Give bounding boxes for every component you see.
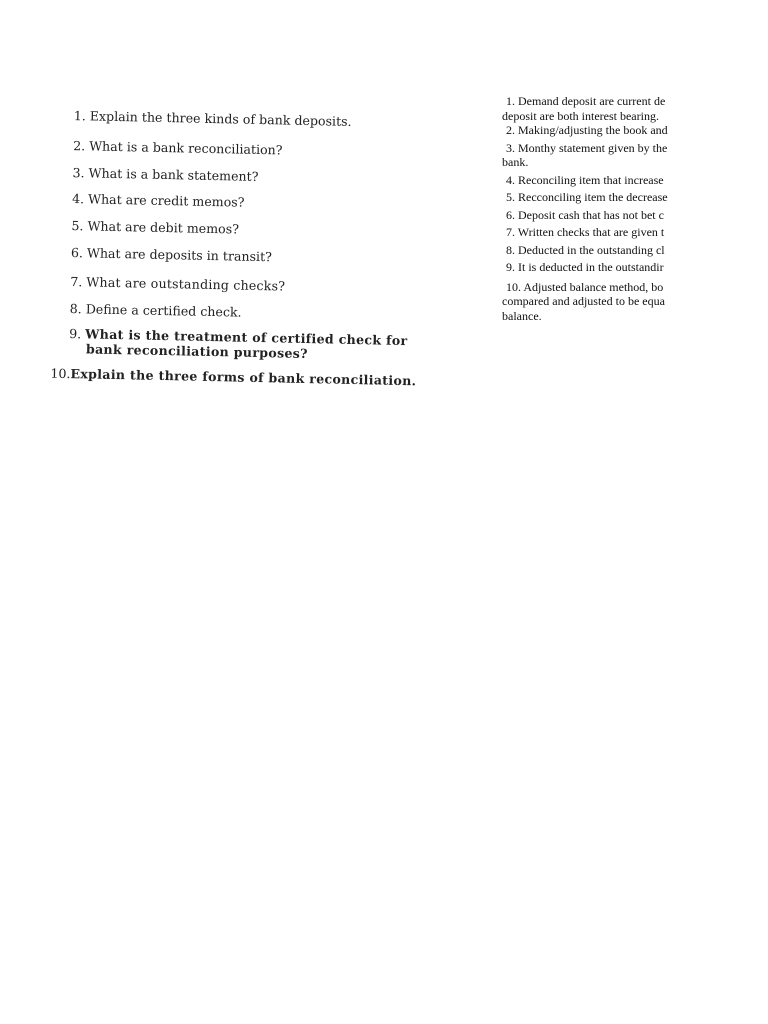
answer-item <box>502 225 688 240</box>
answer-item <box>502 260 688 275</box>
question-number: 1. <box>73 108 86 124</box>
answers-list <box>502 94 688 323</box>
question-number: 3. <box>72 165 85 181</box>
question-number: 8. <box>69 301 82 317</box>
question-text: What are deposits in transit? <box>86 245 273 265</box>
question-item <box>66 274 466 297</box>
answer-item <box>502 208 688 223</box>
answer-line: 8. Deducted in the outstanding cl <box>506 242 665 257</box>
answer-line: 7. Written checks that are given t <box>506 225 665 239</box>
answer-line: 3. Monthy statement given by the <box>506 140 668 155</box>
question-item <box>70 108 470 131</box>
question-text: What are outstanding checks? <box>86 274 286 294</box>
answer-item <box>502 94 688 123</box>
answer-line: 5. Recconciling item the decrease <box>506 190 668 204</box>
answer-item <box>502 123 688 138</box>
question-text: Explain the three forms of bank reconciliation. <box>70 366 417 389</box>
answer-line: compared and adjusted to be equa <box>502 294 665 308</box>
question-number: 10. <box>50 365 71 382</box>
answer-item <box>502 280 688 324</box>
questions-list <box>50 108 470 389</box>
question-item <box>65 326 447 364</box>
answer-item <box>502 141 688 170</box>
answer-item <box>502 190 688 205</box>
question-item <box>67 245 467 268</box>
question-item <box>68 165 468 188</box>
question-item <box>68 191 468 214</box>
answer-line: 10. Adjusted balance method, bo <box>506 279 664 294</box>
question-number: 5. <box>71 218 84 234</box>
answer-line: balance. <box>502 308 542 323</box>
question-number: 4. <box>71 191 85 207</box>
question-text: Explain the three kinds of bank deposits. <box>89 108 352 129</box>
question-text: What is a bank reconciliation? <box>89 138 283 158</box>
answer-line: deposit are both interest bearing. <box>502 108 659 123</box>
question-item <box>67 218 467 241</box>
question-text: What is the treatment of certified check for bank reconciliation purposes? <box>85 326 408 362</box>
answer-line: bank. <box>502 155 529 169</box>
answer-line: 6. Deposit cash that has not bet c <box>506 207 664 222</box>
answer-item <box>502 243 688 258</box>
question-text: Define a certified check. <box>85 301 242 320</box>
answer-line: 1. Demand deposit are current de <box>506 94 666 108</box>
question-text: What are credit memos? <box>87 191 245 210</box>
question-item <box>69 138 469 161</box>
question-number: 6. <box>70 245 84 261</box>
answer-item <box>502 173 688 188</box>
question-text: What are debit memos? <box>87 218 240 237</box>
question-item <box>50 366 450 389</box>
question-number: 7. <box>70 274 83 290</box>
question-item <box>66 301 466 324</box>
answer-line: 9. It is deducted in the outstandir <box>506 260 664 274</box>
question-number: 2. <box>73 138 86 154</box>
answer-line: 2. Making/adjusting the book and <box>506 123 668 137</box>
answer-line: 4. Reconciling item that increase <box>506 172 664 187</box>
question-number: 9. <box>69 326 82 342</box>
question-text: What is a bank statement? <box>88 165 259 184</box>
